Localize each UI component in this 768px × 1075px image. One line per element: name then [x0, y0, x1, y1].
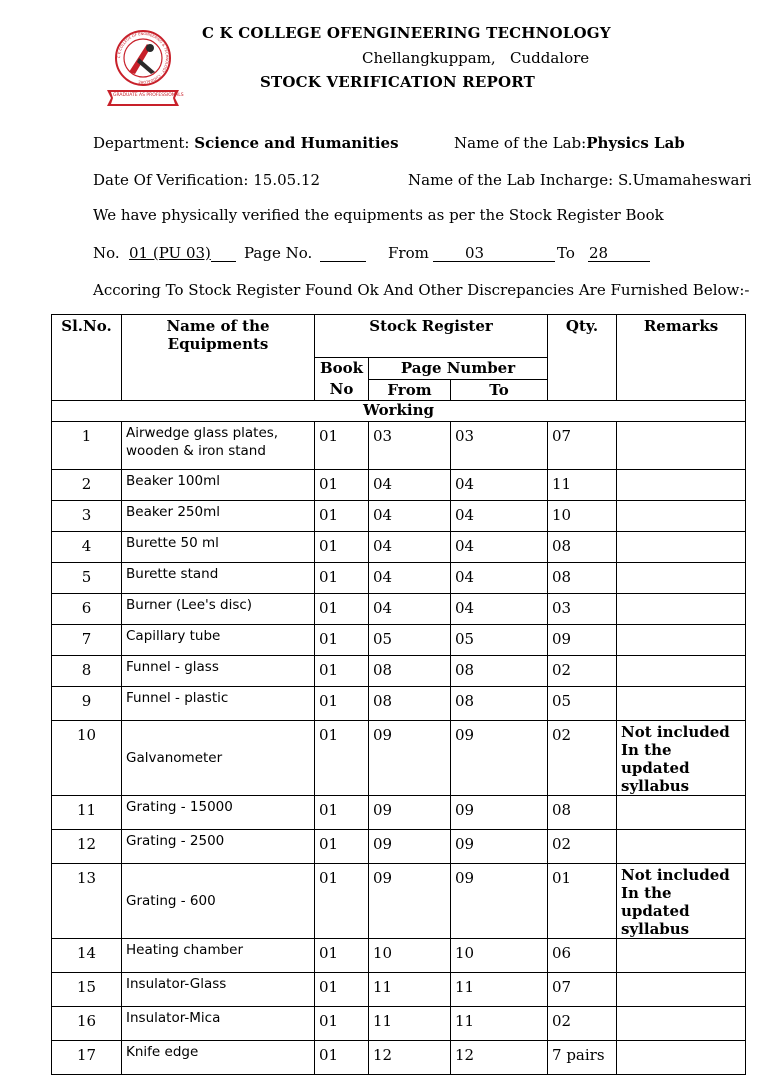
header-page-number: Page Number — [369, 358, 548, 380]
header-book-line1: Book — [319, 359, 364, 377]
page-from-cell: 03 — [369, 422, 451, 470]
no-label: No. — [93, 244, 120, 262]
page-from-cell: 04 — [369, 501, 451, 532]
remarks-cell: Not included In the updated syllabus — [617, 721, 746, 796]
page-to-cell: 11 — [451, 1007, 548, 1041]
equipment-name-cell: Burner (Lee's disc) — [122, 594, 315, 625]
no-underline — [211, 261, 236, 262]
book-no-cell: 01 — [315, 470, 369, 501]
qty-cell: 02 — [548, 656, 617, 687]
page-no-blank — [320, 261, 366, 262]
header-equipment-name — [122, 315, 315, 401]
report-title: STOCK VERIFICATION REPORT — [260, 73, 536, 91]
page-to-cell: 09 — [451, 864, 548, 939]
qty-cell: 09 — [548, 625, 617, 656]
table-row — [52, 687, 746, 721]
book-no-cell: 01 — [315, 687, 369, 721]
incharge-line — [408, 171, 751, 189]
sl-no-cell: 14 — [52, 939, 122, 973]
page-to-cell: 08 — [451, 687, 548, 721]
page-from-cell: 10 — [369, 939, 451, 973]
page-from-cell: 09 — [369, 721, 451, 796]
college-logo — [93, 28, 193, 110]
qty-cell: 08 — [548, 796, 617, 830]
page-from-cell: 11 — [369, 1007, 451, 1041]
equipment-name-cell: Galvanometer — [122, 721, 315, 796]
page-from-cell: 04 — [369, 594, 451, 625]
stock-table — [51, 314, 746, 1075]
header-sl-no: Sl.No. — [52, 315, 122, 401]
table-row — [52, 939, 746, 973]
qty-cell: 07 — [548, 973, 617, 1007]
page-to-cell: 12 — [451, 1041, 548, 1075]
date-line — [93, 171, 320, 189]
equipment-name-cell: Funnel - plastic — [122, 687, 315, 721]
page-to-cell: 09 — [451, 796, 548, 830]
sl-no-cell: 16 — [52, 1007, 122, 1041]
page-from-cell: 09 — [369, 796, 451, 830]
discrepancy-statement: Accoring To Stock Register Found Ok And Other Discrepancies Are Furnished Below:- — [93, 281, 750, 299]
sl-no-cell: 9 — [52, 687, 122, 721]
header-remarks: Remarks — [617, 315, 746, 401]
table-row — [52, 501, 746, 532]
page-no-label: Page No. — [244, 244, 313, 262]
college-address: Chellangkuppam, Cuddalore — [362, 49, 590, 67]
book-no-cell: 01 — [315, 721, 369, 796]
remarks-cell — [617, 973, 746, 1007]
department-value: Science and Humanities — [194, 134, 399, 152]
table-row — [52, 796, 746, 830]
qty-cell: 02 — [548, 830, 617, 864]
lab-label: Name of the Lab: — [454, 134, 587, 152]
table-row — [52, 563, 746, 594]
page-to-cell: 04 — [451, 501, 548, 532]
sl-no-cell: 12 — [52, 830, 122, 864]
verified-statement: We have physically verified the equipments as per the Stock Register Book — [93, 206, 664, 224]
page-from-cell: 08 — [369, 687, 451, 721]
page-to-cell: 10 — [451, 939, 548, 973]
table-row — [52, 532, 746, 563]
qty-cell: 02 — [548, 721, 617, 796]
page-from-cell: 08 — [369, 656, 451, 687]
book-no-cell: 01 — [315, 1041, 369, 1075]
page-to-cell: 09 — [451, 830, 548, 864]
sl-no-cell: 15 — [52, 973, 122, 1007]
sl-no-cell: 6 — [52, 594, 122, 625]
logo-motto: GRADUATE AS PROFESSIONALS — [113, 93, 184, 98]
remarks-cell — [617, 939, 746, 973]
book-no-cell: 01 — [315, 563, 369, 594]
remarks-cell — [617, 625, 746, 656]
department-label: Department: — [93, 134, 190, 152]
header-from: From — [369, 379, 451, 401]
equipment-name-cell: Heating chamber — [122, 939, 315, 973]
page-to-cell: 04 — [451, 594, 548, 625]
book-no-cell: 01 — [315, 656, 369, 687]
from-value: 03 — [465, 244, 485, 262]
book-no-cell: 01 — [315, 830, 369, 864]
equipment-name-cell: Capillary tube — [122, 625, 315, 656]
table-row — [52, 422, 746, 470]
incharge-label: Name of the Lab Incharge: — [408, 171, 614, 189]
qty-cell: 01 — [548, 864, 617, 939]
book-no-cell: 01 — [315, 625, 369, 656]
sl-no-cell: 13 — [52, 864, 122, 939]
incharge-value: S.Umamaheswari — [617, 171, 752, 189]
page-to-cell: 04 — [451, 532, 548, 563]
header-name-line2: Equipments — [167, 335, 269, 353]
remarks-cell — [617, 532, 746, 563]
page-from-cell: 04 — [369, 563, 451, 594]
remarks-cell — [617, 501, 746, 532]
date-label: Date Of Verification: — [93, 171, 249, 189]
remarks-cell — [617, 422, 746, 470]
book-no-cell: 01 — [315, 939, 369, 973]
equipment-name-cell: Airwedge glass plates, wooden & iron stand — [122, 422, 315, 470]
qty-cell: 02 — [548, 1007, 617, 1041]
header-to: To — [451, 379, 548, 401]
page-to-cell: 08 — [451, 656, 548, 687]
page-from-cell: 05 — [369, 625, 451, 656]
equipment-name-cell: Knife edge — [122, 1041, 315, 1075]
page-to-cell: 04 — [451, 563, 548, 594]
table-row — [52, 470, 746, 501]
to-value: 28 — [589, 244, 609, 262]
sl-no-cell: 5 — [52, 563, 122, 594]
sl-no-cell: 17 — [52, 1041, 122, 1075]
remarks-cell — [617, 656, 746, 687]
table-row — [52, 721, 746, 796]
book-no-cell: 01 — [315, 422, 369, 470]
table-row — [52, 830, 746, 864]
book-no-cell: 01 — [315, 501, 369, 532]
remarks-cell — [617, 563, 746, 594]
equipment-name-cell: Funnel - glass — [122, 656, 315, 687]
qty-cell: 05 — [548, 687, 617, 721]
table-row — [52, 594, 746, 625]
sl-no-cell: 1 — [52, 422, 122, 470]
remarks-cell — [617, 830, 746, 864]
date-value: 15.05.12 — [253, 171, 321, 189]
table-row — [52, 1041, 746, 1075]
page-from-cell: 12 — [369, 1041, 451, 1075]
book-no-cell: 01 — [315, 594, 369, 625]
table-row — [52, 973, 746, 1007]
header-book-line2: No — [329, 380, 354, 398]
college-name: C K COLLEGE OFENGINEERING TECHNOLOGY — [202, 24, 611, 42]
qty-cell: 10 — [548, 501, 617, 532]
header-qty: Qty. — [548, 315, 617, 401]
remarks-cell — [617, 687, 746, 721]
page-from-cell: 11 — [369, 973, 451, 1007]
page-to-cell: 11 — [451, 973, 548, 1007]
qty-cell: 7 pairs — [548, 1041, 617, 1075]
sl-no-cell: 4 — [52, 532, 122, 563]
to-label: To — [557, 244, 575, 262]
equipment-name-cell: Beaker 250ml — [122, 501, 315, 532]
page-to-cell: 04 — [451, 470, 548, 501]
page-from-cell: 09 — [369, 830, 451, 864]
remarks-cell — [617, 796, 746, 830]
equipment-name-cell: Grating - 15000 — [122, 796, 315, 830]
qty-cell: 06 — [548, 939, 617, 973]
no-value: 01 (PU 03) — [129, 244, 211, 262]
header-stock-register: Stock Register — [315, 315, 548, 358]
section-working: Working — [52, 401, 746, 422]
qty-cell: 03 — [548, 594, 617, 625]
qty-cell: 07 — [548, 422, 617, 470]
remarks-cell: Not included In the updated syllabus — [617, 864, 746, 939]
department-line — [93, 134, 399, 152]
sl-no-cell: 10 — [52, 721, 122, 796]
page-from-cell: 09 — [369, 864, 451, 939]
equipment-name-cell: Grating - 600 — [122, 864, 315, 939]
lab-value: Physics Lab — [586, 134, 685, 152]
header-name-line1: Name of the — [166, 317, 270, 335]
remarks-cell — [617, 594, 746, 625]
book-no-cell: 01 — [315, 1007, 369, 1041]
remarks-cell — [617, 470, 746, 501]
equipment-name-cell: Burette stand — [122, 563, 315, 594]
qty-cell: 08 — [548, 532, 617, 563]
equipment-name-cell: Grating - 2500 — [122, 830, 315, 864]
book-no-cell: 01 — [315, 864, 369, 939]
book-no-cell: 01 — [315, 973, 369, 1007]
sl-no-cell: 7 — [52, 625, 122, 656]
page-to-cell: 09 — [451, 721, 548, 796]
header-book-no — [315, 358, 369, 401]
equipment-name-cell: Insulator-Glass — [122, 973, 315, 1007]
page-from-cell: 04 — [369, 532, 451, 563]
from-underline — [433, 261, 555, 262]
lab-line — [454, 134, 685, 152]
page-to-cell: 03 — [451, 422, 548, 470]
table-row — [52, 864, 746, 939]
svg-text:C K COLLEGE OF ENGINEERING & T: C K COLLEGE OF ENGINEERING & TECHNOLOGY · CUDDALORE — [116, 31, 170, 85]
sl-no-cell: 8 — [52, 656, 122, 687]
sl-no-cell: 3 — [52, 501, 122, 532]
equipment-name-cell: Insulator-Mica — [122, 1007, 315, 1041]
qty-cell: 11 — [548, 470, 617, 501]
book-no-cell: 01 — [315, 532, 369, 563]
book-no-cell: 01 — [315, 796, 369, 830]
sl-no-cell: 2 — [52, 470, 122, 501]
page-from-cell: 04 — [369, 470, 451, 501]
sl-no-cell: 11 — [52, 796, 122, 830]
equipment-name-cell: Burette 50 ml — [122, 532, 315, 563]
qty-cell: 08 — [548, 563, 617, 594]
page-to-cell: 05 — [451, 625, 548, 656]
table-row — [52, 656, 746, 687]
equipment-name-cell: Beaker 100ml — [122, 470, 315, 501]
remarks-cell — [617, 1041, 746, 1075]
from-label: From — [388, 244, 429, 262]
table-row — [52, 625, 746, 656]
